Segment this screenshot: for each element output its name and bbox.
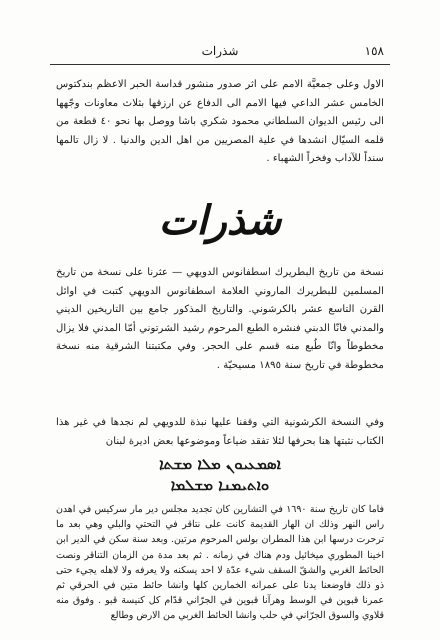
page-header bbox=[56, 44, 384, 62]
paragraph-2: نسخة من تاريخ البطريرك اسطفانوس الدويهي — عثرنا على نسخة من تاريخ المسلمين للبطريرك الماروني العلامة اسطفانوس الدويهي كتبت في اوائل القرن التاسع عشر بالكرشوني. والتاريخ المذكور جامع بين التاريخين الديني والمدني فانّا الدبني فنشره الطبع المرحوم رشيد الشرتوني أمّا المدني فلا يزال مخطوطاً وانّا طُبع منه قسم على الحجر. وفي مكتبتنا الشرقية منه نسخة مخطوطة في تاريخ سنة ١٨٩٥ مسيحيّة . bbox=[56, 267, 384, 371]
paragraph-3: وفي النسخة الكرشونية التي وقفنا عليها نبذة للدويهي لم نجدها في غير هذا الكتاب نثبتها هنا بحرفها لئلا تفقد ضياعاً وموضوعها بعض اديرة لبنان bbox=[56, 417, 384, 447]
paragraph-4: فاما كان تاريخ سنة ١٦٩٠ في التشارين كان تجديد مجلس دير مار سركيس في اهدن راس النهر وذلك ان الهار القديمة كانت على نتاقر في التحتي والبلي وهي بعد ما ترحرت درسها ابن هذا المطران بولس المرحوم مرتين. وبعد سنة سكن في الدير ابن اخينا المطوري ميخائيل ودم هناك في زمانه . ثم بعد مدة من الزمان التناقر ونصت الحائط الغربي والشقّ السقف شيء عدّة لا احد يسكنه ولا يعرفه ولا لاهله يجيء حتى ذو ذلك فاوضعنا يدنا على عمرانه الخمارين كلها وانشا حائط متين في الحرقي ثم عمرنا قبوين في الوسط وهرآنا قبوين في الجرّاني قدّام كل كنيسة قبو . وفوق منه قلاوي والسوق الجرّاني في حلب وانشا الحائط الغربي من الارض وطالع bbox=[56, 504, 384, 622]
page-number: ١٥٨ bbox=[364, 44, 384, 58]
syriac-line: ܐܣܡܥܝܘܢ ܡܠܐ ܡܫܬܐ bbox=[159, 455, 281, 473]
syriac-line: ܘܐܬܝܡܢܐ ܡܫܠܡܐ bbox=[170, 476, 270, 494]
chapter-title-block bbox=[0, 196, 440, 254]
running-title: شذرات bbox=[201, 44, 239, 58]
chapter-title: شذرات bbox=[158, 197, 282, 244]
header-rule bbox=[50, 64, 390, 65]
paragraph-1: الاول وعلى جمعيَّة الامم على اثر صدور منشور قداسة الحبر الاعظم بندكتوس الخامس عشر الداعي فيها الامم الى الدفاع عن ارزقها بثلاث معاونات وجّهها الى رئيس الديوان السلطاني محمود شكري باشا ووصل بها نحو ٤٠ قطعة من قلمه السيّال انشدها في علية المصريين من اهل الدين والدنيا . لا زال تالمها سنداً للآداب وفخراً الشهباء . bbox=[56, 79, 384, 165]
syriac-heading bbox=[0, 454, 440, 496]
